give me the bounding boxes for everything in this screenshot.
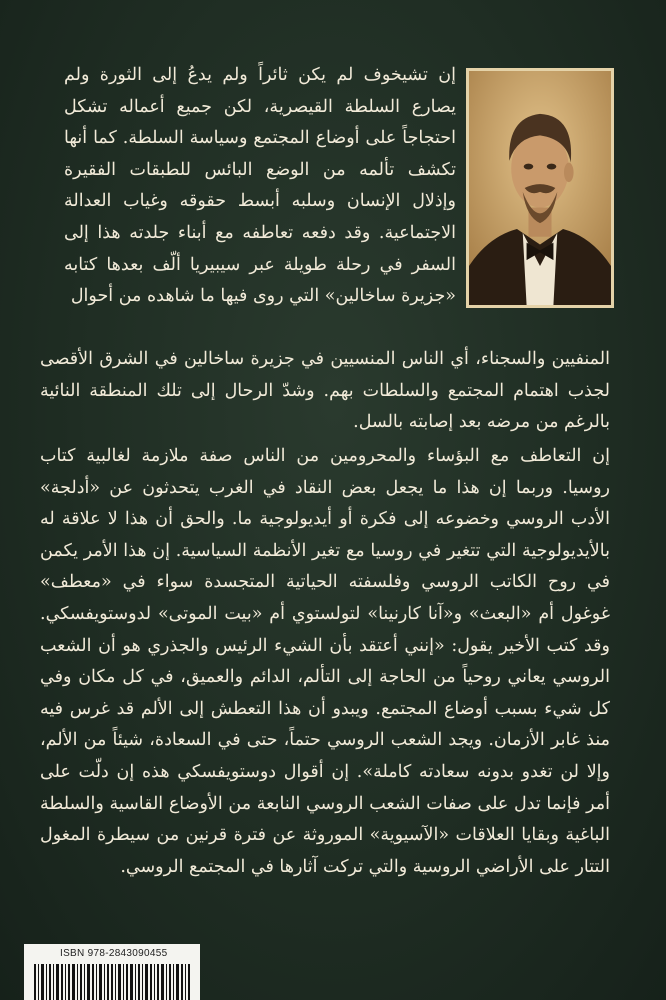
intro-text (64, 60, 456, 313)
barcode-label (24, 944, 200, 1000)
continuation-text (40, 344, 610, 439)
continuation-paragraph: المنفيين والسجناء، أي الناس المنسيين في جزيرة ساخالين في الشرق الأقصى لجذب اهتمام المجتمع والسلطات بهم. وشدّ الرحال إلى تلك المنطقة النائية بالرغم من مرضه بعد إصابته بالسل. (40, 349, 610, 433)
isbn-number: ISBN 978-2843090455 (60, 948, 168, 959)
second-paragraph: إن التعاطف مع البؤساء والمحرومين من الناس صفة ملازمة لغالبية كتاب روسيا. وربما إن هذا ما يجعل بعض النقاد في الغرب يتحدثون عن «أدلجة» الأدب الروسي وخضوعه إلى فكرة أو أيديولوجية ما. والحق أن هذا لا علاقة له بالأيديولوجية التي تتغير في روسيا مع تغير الأنظمة السياسية. إن هذا الأمر يكمن في روح الكاتب الروسي وفلسفته الحياتية المتجسدة سواء في «معطف» غوغول أم «البعث» و«آنا كارنينا» لتولستوي أم «بيت الموتى» لدوستويفسكي. وقد كتب الأخير يقول: «إنني أعتقد بأن الشيء الرئيس والجذري هو أن الشعب الروسي يعاني روحياً من الحاجة إلى التألم، الدائم والعميق، في كل مكان وفي كل شيء بسبب أوضاع المجتمع. ويبدو أن هذا التعطش إلى الألم قد غرس فيه منذ غابر الأزمان. ويجد الشعب الروسي حتماً، حتى في السعادة، شيئاً من الألم، وإلا لن تغدو بدونه سعادته كاملة». إن أقوال دوستويفسكي هذه إن دلّت على أمر فإنما تدل على صفات الشعب الروسي النابعة من الأوضاع القاسية والسلطة الباغية وبقايا العلاقات «الآسيوية» الموروثة عن فترة قرنين من سيطرة المغول التتار على الأراضي الروسية والتي تركت آثارها في المجتمع الروسي. (40, 446, 610, 877)
author-portrait (466, 68, 614, 308)
intro-paragraph: إن تشيخوف لم يكن ثائراً ولم يدعُ إلى الثورة ولم يصارع السلطة القيصرية، لكن جميع أعماله تشكل احتجاجاً على أوضاع المجتمع وسياسة السلطة. كما أنها تكشف تألمه من الوضع البائس للطبقات الفقيرة وإذلال الإنسان وسلبه أبسط حقوقه وغياب العدالة الاجتماعية. وقد دفعه تعاطفه مع أبناء جلدته هذا إلى السفر في رحلة طويلة عبر سيبيريا ألّف بعدها كتابه «جزيرة ساخالين» التي روى فيها ما شاهده من أحوال (64, 65, 456, 307)
second-section-text (40, 441, 610, 883)
barcode-icon (32, 964, 192, 1000)
